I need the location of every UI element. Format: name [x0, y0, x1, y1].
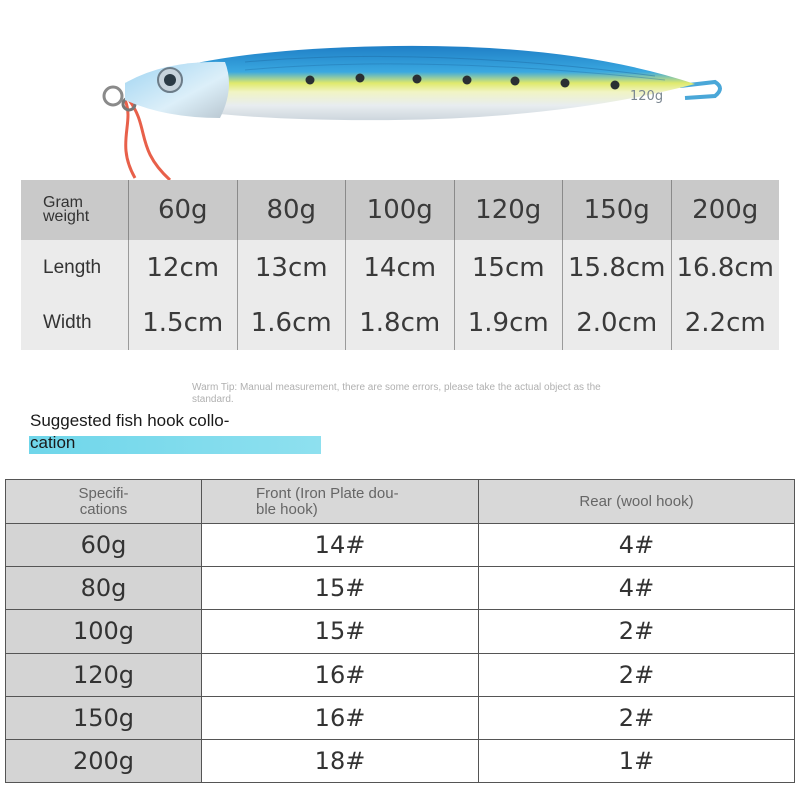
- hook-section-title: [30, 410, 270, 454]
- size-row-label-width: Width: [43, 311, 92, 333]
- size-header-120g: 120g: [454, 180, 563, 240]
- hook-spec: 200g: [6, 739, 202, 782]
- hook-spec: 80g: [6, 567, 202, 610]
- width-80g: 1.6cm: [237, 295, 346, 350]
- hook-row: [6, 610, 795, 653]
- length-60g: 12cm: [128, 240, 237, 295]
- lure-image: [95, 38, 730, 188]
- hook-rear: 2#: [479, 653, 795, 696]
- hook-row: [6, 739, 795, 782]
- length-80g: 13cm: [237, 240, 346, 295]
- hook-row: [6, 696, 795, 739]
- hook-title-line1: Suggested fish hook collo-: [30, 411, 230, 430]
- size-header-150g: 150g: [562, 180, 671, 240]
- width-150g: 2.0cm: [562, 295, 671, 350]
- hook-spec: 60g: [6, 524, 202, 567]
- size-header-60g: 60g: [128, 180, 237, 240]
- hook-header-rear: Rear (wool hook): [479, 480, 795, 524]
- width-200g: 2.2cm: [671, 295, 780, 350]
- warm-tip: Warm Tip: Manual measurement, there are some errors, please take the actual object as the standard.: [192, 382, 601, 405]
- hook-front: 15#: [202, 610, 479, 653]
- length-100g: 14cm: [345, 240, 454, 295]
- hook-spec: 150g: [6, 696, 202, 739]
- size-header-80g: 80g: [237, 180, 346, 240]
- size-header-200g: 200g: [671, 180, 780, 240]
- hook-spec: 120g: [6, 653, 202, 696]
- lure-weight-label: 120g: [630, 89, 664, 104]
- hook-front: 15#: [202, 567, 479, 610]
- hook-front: 16#: [202, 696, 479, 739]
- hook-rear: 2#: [479, 696, 795, 739]
- hook-rear: 2#: [479, 610, 795, 653]
- hook-rear: 1#: [479, 739, 795, 782]
- length-120g: 15cm: [454, 240, 563, 295]
- hook-front: 14#: [202, 524, 479, 567]
- hook-header-front: Front (Iron Plate dou- ble hook): [202, 480, 479, 524]
- hook-table-header-row: [6, 480, 795, 524]
- length-150g: 15.8cm: [562, 240, 671, 295]
- hook-table: [5, 479, 795, 783]
- hook-rear: 4#: [479, 567, 795, 610]
- hook-spec: 100g: [6, 610, 202, 653]
- size-header-gram-weight: Gram weight: [21, 180, 128, 240]
- hook-front: 18#: [202, 739, 479, 782]
- size-table: [21, 180, 779, 350]
- size-row-label-length: Length: [43, 256, 102, 278]
- hook-front: 16#: [202, 653, 479, 696]
- width-120g: 1.9cm: [454, 295, 563, 350]
- hook-header-specifications: Specifi- cations: [6, 480, 202, 524]
- hook-rear: 4#: [479, 524, 795, 567]
- width-100g: 1.8cm: [345, 295, 454, 350]
- hook-row: [6, 653, 795, 696]
- size-header-100g: 100g: [345, 180, 454, 240]
- hook-row: [6, 524, 795, 567]
- width-60g: 1.5cm: [128, 295, 237, 350]
- hook-row: [6, 567, 795, 610]
- length-200g: 16.8cm: [671, 240, 780, 295]
- hook-title-line2: cation: [30, 433, 76, 452]
